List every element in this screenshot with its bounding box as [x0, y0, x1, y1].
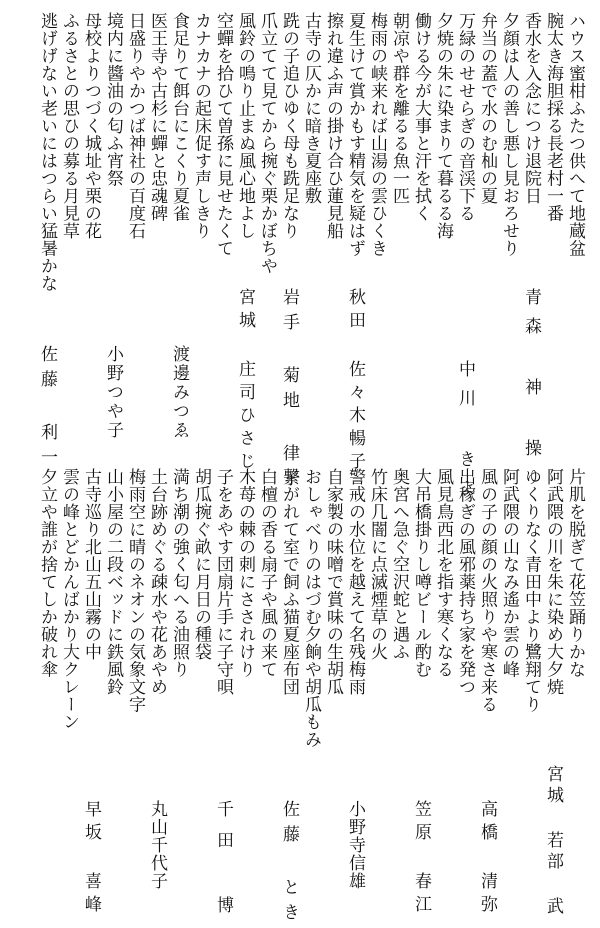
- haiku-line: 木苺の棘の刺にさされけり: [235, 468, 255, 678]
- haiku-line: 土台跡めぐる疎水や花あやめ: [147, 468, 167, 696]
- haiku-line: 境内に醬油の匂ふ宵祭: [103, 12, 123, 187]
- haiku-line: 自家製の味噌で賞味の生胡瓜: [323, 468, 343, 696]
- author-name: 宮城 若部 武: [543, 765, 563, 918]
- haiku-line: 母校よりつづく城址や栗の花: [81, 12, 101, 240]
- haiku-line: 弁当の蓋で水のむ杣の夏: [477, 12, 497, 205]
- author-name: 中川 きよ: [455, 360, 475, 508]
- haiku-line: 風の子の顔の火照りや寒さ来る: [477, 468, 497, 713]
- haiku-line: 香水を入念につけ退院日: [521, 12, 541, 205]
- author-name: 渡邊みつゑ: [169, 345, 189, 440]
- haiku-line: 子をあやす団扇片手に子守唄: [213, 468, 233, 696]
- haiku-line: 奥宮へ急ぐ空沢蛇と遇ふ: [389, 468, 409, 661]
- author-name: 宮城 庄司ひさじ: [235, 288, 255, 475]
- author-name: 青森 神 操: [521, 288, 541, 468]
- haiku-line: 擦れ違ふ声の掛け合ひ蓮見船: [323, 12, 343, 240]
- haiku-line: 風鈴の鳴り止まぬ風心地よし: [235, 12, 255, 240]
- haiku-line: ハウス蜜柑ふたつ供へて地蔵盆: [565, 12, 585, 257]
- haiku-line: 医王寺や古杉に蟬と忠魂碑: [147, 12, 167, 222]
- haiku-line: 片肌を脱ぎて花笠踊りかな: [565, 468, 585, 678]
- haiku-line: 阿武隈の川を朱に染め大夕焼: [543, 468, 563, 696]
- haiku-line: 万緑のせせらぎの音渓下る: [455, 12, 475, 222]
- haiku-line: 夕立や誰が捨てしか破れ傘: [37, 468, 57, 678]
- haiku-line: 梅雨空に晴のネオンの気象文字: [125, 468, 145, 713]
- author-name: 丸山千代子: [147, 800, 167, 890]
- haiku-line: 風見鳥西北を指す寒くなる: [433, 468, 453, 678]
- haiku-line: 白檀の香る扇子や風の来て: [257, 468, 277, 678]
- haiku-line: 古寺巡り北山五山霧の中: [81, 468, 101, 661]
- haiku-line: 空蟬を拾ひて曽孫に見せたくて: [213, 12, 233, 257]
- author-name: 高橋 清弥: [477, 800, 497, 918]
- author-name: 佐藤 利一: [37, 345, 57, 473]
- haiku-line: 阿武隈の山なみ遙か雲の峰: [499, 468, 519, 678]
- haiku-line: 満ち潮の強く匂へる油照り: [169, 468, 189, 678]
- haiku-line: 竹床几闇に点滅煙草の火: [367, 468, 387, 661]
- haiku-line: 出稼ぎの風邪薬持ち家を発つ: [455, 468, 475, 696]
- author-name: 千田 博: [213, 800, 233, 927]
- author-name: 笠原 春江: [411, 800, 431, 918]
- author-name: 岩手 菊地 律子: [279, 288, 299, 494]
- author-name: 小野つや子: [103, 345, 123, 440]
- haiku-line: 食足りて餌台にこくり夏雀: [169, 12, 189, 222]
- haiku-line: 跣の子追ひゆく母も跣足なり: [279, 12, 299, 240]
- haiku-line: 山小屋の二段ベッドに鉄風鈴: [103, 468, 123, 696]
- haiku-line: 警戒の水位を越えて名残梅雨: [345, 468, 365, 696]
- haiku-line: カナカナの起床促す声しきり: [191, 12, 211, 240]
- haiku-line: 雲の峰とどかんばかり大クレーン: [59, 468, 79, 731]
- haiku-line: 働ける今が大事と汗を拭く: [411, 12, 431, 222]
- author-name: 小野寺信雄: [345, 800, 365, 890]
- haiku-line: 繋がれて室で飼ふ猫夏座布団: [279, 468, 299, 696]
- author-name: 佐藤 とき: [279, 800, 299, 928]
- haiku-line: 腕太き海胆採る長老村一番: [543, 12, 563, 222]
- haiku-line: 夕焼の朱に染まりて暮るる海: [433, 12, 453, 240]
- haiku-line: 胡瓜捥ぐ畝に月日の種袋: [191, 468, 211, 661]
- haiku-line: 逃げげない老いにはつらい猛暑かな: [37, 12, 57, 292]
- haiku-line: 爪立てて見てから捥ぐ栗かぼちや: [257, 12, 277, 275]
- author-name: 早坂 喜峰: [81, 800, 101, 918]
- haiku-line: おしゃべりのはづむ夕餉や胡瓜もみ: [301, 468, 321, 748]
- author-name: 秋田 佐々木暢子: [345, 288, 365, 475]
- haiku-line: ゆくりなく青田中より鷺翔てり: [521, 468, 541, 713]
- haiku-line: ふるさとの思ひの募る月見草: [59, 12, 79, 240]
- haiku-line: 梅雨の峡来れば山湯の雲ひくき: [367, 12, 387, 257]
- haiku-line: 大吊橋掛りし噂ビール酌む: [411, 468, 431, 678]
- haiku-line: 夕顔は人の善し悪し見おろせり: [499, 12, 519, 257]
- haiku-line: 古寺の仄かに暗き夏座敷: [301, 12, 321, 205]
- haiku-line: 朝凉や群を離るる魚一匹: [389, 12, 409, 205]
- haiku-line: 夏生けて賞かもす精気を疑はず: [345, 12, 365, 257]
- haiku-line: 日盛りやかつば神社の百度石: [125, 12, 145, 240]
